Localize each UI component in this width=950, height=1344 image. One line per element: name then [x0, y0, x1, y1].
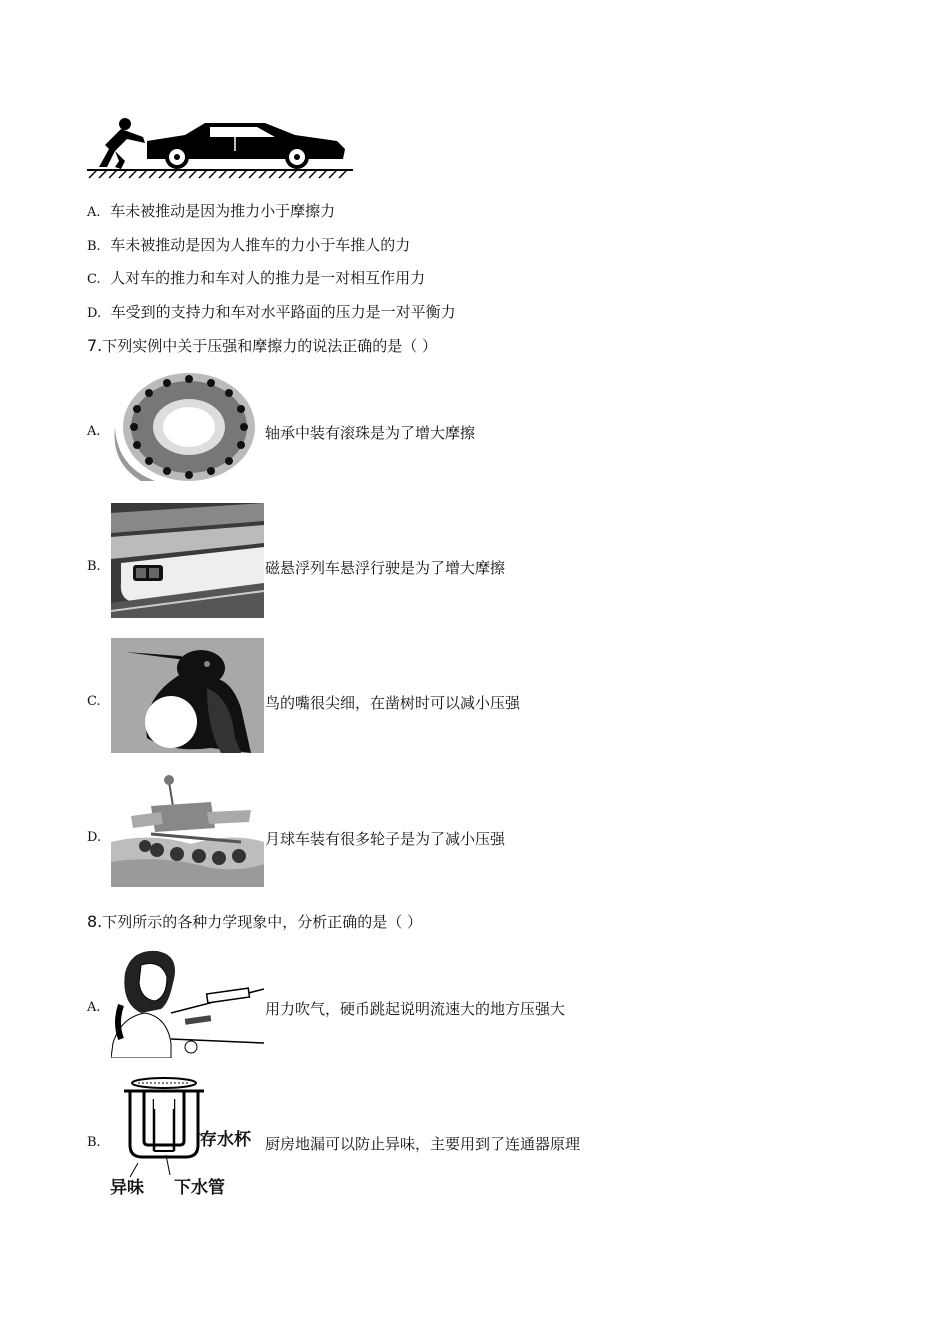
- q7-option-b-text: 磁悬浮列车悬浮行驶是为了增大摩擦: [265, 559, 506, 577]
- q6-option-c-letter: C.: [87, 272, 101, 287]
- q8-option-a-text: 用力吹气，硬币跳起说明流速大的地方压强大: [265, 1000, 566, 1018]
- floor-drain-diagram: [108, 1075, 266, 1197]
- person-pushing-car-illustration: [85, 115, 355, 181]
- q8-option-a-letter: A.: [87, 1000, 101, 1015]
- lunar-rover-image: [111, 772, 264, 887]
- q7-option-d-text: 月球车装有很多轮子是为了减小压强: [265, 830, 506, 848]
- q6-option-b: [87, 235, 410, 257]
- q7-option-b-letter: B.: [87, 559, 101, 574]
- q7-option-d-letter: D.: [87, 830, 102, 845]
- q6-option-a: [87, 201, 335, 223]
- q8-stem: [87, 912, 422, 932]
- girl-blowing-coin-image: [111, 943, 264, 1058]
- water-cup-label: 存水杯: [200, 1130, 251, 1150]
- q8-number: 8.: [87, 912, 103, 931]
- q7-option-a-text: 轴承中装有滚珠是为了增大摩擦: [265, 424, 476, 442]
- drain-pipe-label: 下水管: [174, 1178, 225, 1197]
- q6-option-b-letter: B.: [87, 239, 101, 254]
- q7-number: 7.: [87, 336, 103, 355]
- q6-option-d-letter: D.: [87, 306, 102, 321]
- q6-option-c-text: 人对车的推力和车对人的推力是一对相互作用力: [110, 269, 426, 287]
- maglev-train-image: [111, 503, 264, 618]
- q7-stem: [87, 336, 437, 356]
- q6-option-d: [87, 302, 456, 324]
- q6-option-a-text: 车未被推动是因为推力小于摩擦力: [110, 202, 336, 220]
- q6-option-a-letter: A.: [87, 205, 101, 220]
- q6-option-c: [87, 268, 425, 290]
- q7-option-c-letter: C.: [87, 694, 101, 709]
- q8-option-b-letter: B.: [87, 1135, 101, 1150]
- odor-label: 异味: [110, 1178, 144, 1197]
- q8-option-b-text: 厨房地漏可以防止异味，主要用到了连通器原理: [265, 1135, 581, 1153]
- q7-option-a-letter: A.: [87, 424, 101, 439]
- q6-option-b-text: 车未被推动是因为人推车的力小于车推人的力: [110, 236, 411, 254]
- woodpecker-image: [111, 638, 264, 753]
- q7-stem-text: 下列实例中关于压强和摩擦力的说法正确的是（ ）: [102, 337, 438, 355]
- q8-stem-text: 下列所示的各种力学现象中，分析正确的是（ ）: [102, 913, 423, 931]
- ball-bearing-image: [111, 367, 263, 485]
- q6-option-d-text: 车受到的支持力和车对水平路面的压力是一对平衡力: [110, 303, 456, 321]
- q7-option-c-text: 鸟的嘴很尖细，在凿树时可以减小压强: [265, 694, 521, 712]
